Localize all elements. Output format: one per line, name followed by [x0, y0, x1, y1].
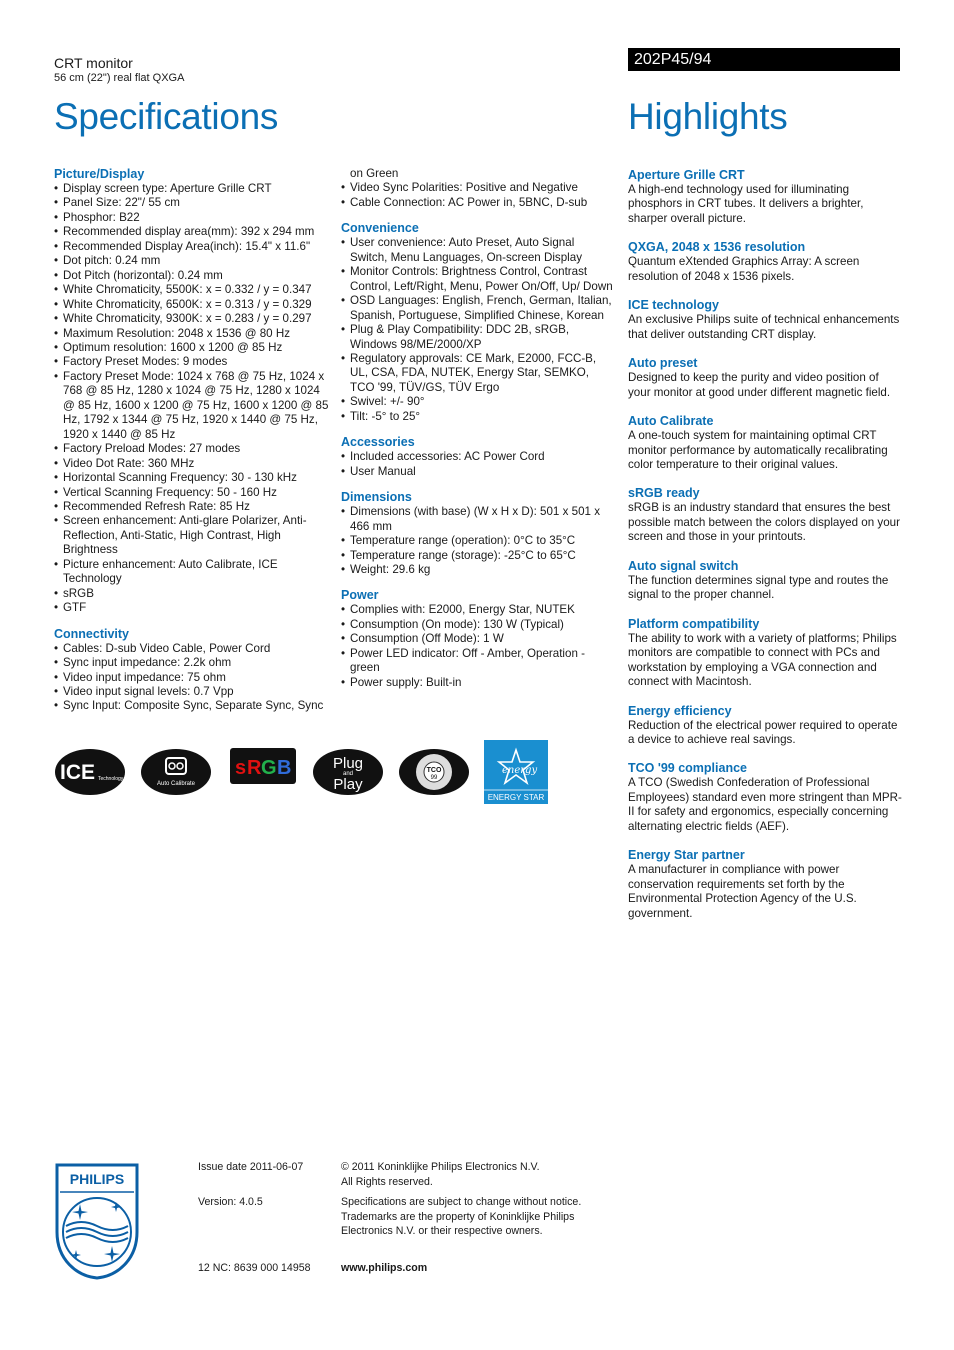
highlight-text: Designed to keep the purity and video position of your monitor at good under different magnetic field.	[628, 371, 891, 399]
spec-section-power	[341, 588, 613, 690]
highlight-auto-preset	[628, 356, 904, 400]
highlight-auto-signal-switch	[628, 559, 904, 603]
spec-item: • White Chromaticity, 5500K: x = 0.332 / y = 0.347	[54, 283, 329, 297]
spec-item: • User Manual	[341, 465, 613, 479]
auto-calibrate-logo	[140, 748, 212, 796]
tco-year-text: 99	[430, 775, 438, 781]
spec-item: • Video input signal levels: 0.7 Vpp	[54, 685, 329, 699]
philips-brand-text: PHILIPS	[69, 1171, 125, 1187]
spec-item: • Display screen type: Aperture Grille CRT	[54, 182, 329, 196]
srgb-letter-r: R	[247, 757, 262, 779]
highlight-text: A one-touch system for maintaining optimal CRT monitor performance by automatically recalibrating color temperature to their original values.	[628, 429, 888, 471]
section-heading: Picture/Display	[54, 167, 145, 181]
spec-item: • Power LED indicator: Off - Amber, Operation - green	[341, 647, 613, 676]
twelve-nc-code: 12 NC: 8639 000 14958	[198, 1262, 311, 1274]
feature-logos-row	[54, 740, 554, 810]
highlight-energy-efficiency	[628, 704, 904, 748]
spec-item: • User convenience: Auto Preset, Auto Signal Switch, Menu Languages, On-screen Display	[341, 236, 613, 265]
highlight-tco-99	[628, 761, 904, 834]
spec-section-convenience	[341, 221, 613, 424]
highlights-column	[628, 168, 904, 935]
spec-item: • Cable Connection: AC Power in, 5BNC, D-sub	[341, 196, 613, 210]
specifications-title: Specifications	[54, 96, 279, 137]
copyright-line-2: All Rights reserved.	[341, 1175, 433, 1188]
highlight-title: ICE technology	[628, 298, 719, 313]
spec-item: • Monitor Controls: Brightness Control, Contrast Control, Left/Right, Menu, Power On/Off, Up/ Down	[341, 265, 613, 294]
srgb-letter-g: G	[261, 757, 277, 779]
spec-item: • Video Sync Polarities: Positive and Negative	[341, 181, 613, 195]
spec-section-connectivity-continued	[341, 167, 613, 210]
highlight-title: Energy efficiency	[628, 703, 732, 718]
spec-item: • Screen enhancement: Anti-glare Polarizer, Anti-Reflection, Anti-Static, High Contrast, High Brightness	[54, 514, 329, 557]
spec-item: • Included accessories: AC Power Cord	[341, 450, 613, 464]
spec-item: • Dot Pitch (horizontal): 0.24 mm	[54, 269, 329, 283]
highlight-title: Aperture Grille CRT	[628, 168, 745, 182]
highlight-title: Auto Calibrate	[628, 414, 714, 429]
and-text: and	[342, 771, 354, 777]
spec-item: • Video Dot Rate: 360 MHz	[54, 457, 329, 471]
highlight-srgb	[628, 486, 904, 544]
highlight-text: sRGB is an industry standard that ensures the best possible match between the colors displayed on your screen and those in your printouts.	[628, 501, 900, 544]
tco-99-logo	[398, 748, 470, 796]
spec-item: • Cables: D-sub Video Cable, Power Cord	[54, 642, 329, 656]
highlight-title: QXGA, 2048 x 1536 resolution	[628, 240, 806, 255]
spec-section-dimensions	[341, 490, 613, 577]
spec-item: • Complies with: E2000, Energy Star, NUTEK	[341, 603, 613, 617]
highlight-title: TCO '99 compliance	[628, 761, 747, 776]
tco-text: TCO	[426, 767, 442, 774]
highlight-qxga	[628, 240, 904, 284]
highlight-energy-star	[628, 848, 904, 921]
highlight-title: sRGB ready	[628, 486, 700, 501]
auto-calibrate-logo-text: Auto Calibrate	[156, 781, 196, 787]
spec-item: • GTF	[54, 601, 329, 615]
philips-website-link[interactable]: www.philips.com	[341, 1262, 428, 1274]
highlight-text: The ability to work with a variety of platforms; Philips monitors are compatible to connect with PCs and workstation by employing a VGA connection and connect with Macintosh.	[628, 631, 897, 689]
spec-item: • Temperature range (storage): -25°C to 65°C	[341, 549, 613, 563]
ice-logo-text: ICE	[60, 761, 96, 784]
spec-item: • Plug & Play Compatibility: DDC 2B, sRGB, Windows 98/ME/2000/XP	[341, 323, 613, 352]
highlight-text: A TCO (Swedish Confederation of Professional Employees) standard even more stringent than MPR-II for safety and ergonomics, especially concerning alternating electric fields (AEF).	[628, 776, 902, 833]
spec-list	[341, 236, 613, 424]
spec-item: • Regulatory approvals: CE Mark, E2000, FCC-B, UL, CSA, FDA, NUTEK, Energy Star, SEMKO, TCO '99, TÜV/GS, TÜV Ergo	[341, 352, 613, 395]
ice-technology-logo	[54, 748, 126, 796]
highlight-title: Auto preset	[628, 356, 698, 371]
highlight-text: A manufacturer in compliance with power conservation requirements set forth by the Environmental Protection Agency of the U.S. government.	[628, 863, 857, 920]
copyright-line-1: © 2011 Koninklijke Philips Electronics N.V.	[341, 1161, 540, 1173]
highlights-title: Highlights	[628, 96, 788, 137]
section-heading: Convenience	[341, 221, 419, 236]
spec-item: • OSD Languages: English, French, German, Italian, Spanish, Portuguese, Simplified Chinese, Korean	[341, 294, 613, 323]
spec-item: • Swivel: +/- 90°	[341, 395, 613, 409]
spec-item: • Optimum resolution: 1600 x 1200 @ 85 Hz	[54, 341, 329, 355]
srgb-letter-s: s	[235, 757, 247, 779]
philips-shield-logo	[54, 1162, 140, 1280]
specs-column-1	[54, 167, 329, 725]
energy-star-logo	[484, 740, 548, 804]
spec-item: • Vertical Scanning Frequency: 50 - 160 Hz	[54, 486, 329, 500]
product-subtitle: 56 cm (22") real flat QXGA	[54, 72, 185, 84]
version: Version: 4.0.5	[198, 1196, 263, 1208]
spec-section-accessories	[341, 435, 613, 479]
spec-item: • Phosphor: B22	[54, 211, 329, 225]
spec-item: • sRGB	[54, 587, 329, 601]
spec-item: • Horizontal Scanning Frequency: 30 - 130 kHz	[54, 471, 329, 485]
energy-word: energy	[502, 765, 538, 776]
spec-item: • White Chromaticity, 6500K: x = 0.313 / y = 0.329	[54, 298, 329, 312]
spec-item: • Power supply: Built-in	[341, 676, 613, 690]
spec-item: • Factory Preset Mode: 1024 x 768 @ 75 Hz, 1024 x 768 @ 85 Hz, 1280 x 1024 @ 75 Hz, 1280 x 1024 @ 85 Hz, 1600 x 1200 @ 75 Hz, 1600 x 1200 @ 85 Hz, 1792 x 1344 @ 75 Hz, 1920 x 1440 @ 75 Hz, 1920 x 1440 @ 85 Hz	[54, 370, 329, 442]
highlight-ice	[628, 298, 904, 342]
highlight-text: Quantum eXtended Graphics Array: A screen resolution of 2048 x 1536 pixels.	[628, 255, 860, 283]
section-heading: Connectivity	[54, 626, 130, 641]
spec-item: • Factory Preload Modes: 27 modes	[54, 442, 329, 456]
highlight-aperture-grille	[628, 168, 904, 226]
spec-item: • Recommended Display Area(inch): 15.4" x 11.6"	[54, 240, 329, 254]
spec-list	[341, 450, 613, 479]
highlight-text: An exclusive Philips suite of technical enhancements that deliver outstanding CRT display.	[628, 313, 900, 341]
highlight-title: Platform compatibility	[628, 616, 760, 631]
spec-item: • Factory Preset Modes: 9 modes	[54, 355, 329, 369]
play-text: Play	[333, 776, 363, 793]
section-heading: Power	[341, 588, 379, 603]
spec-item: • Sync input impedance: 2.2k ohm	[54, 656, 329, 670]
spec-list	[341, 167, 613, 210]
spec-item: • Temperature range (operation): 0°C to 35°C	[341, 534, 613, 548]
spec-item: • Sync Input: Composite Sync, Separate Sync, Sync	[54, 699, 329, 713]
highlight-text: Reduction of the electrical power required to operate a device to achieve real savings.	[628, 718, 898, 746]
spec-item: • Dot pitch: 0.24 mm	[54, 254, 329, 268]
spec-item: • Consumption (Off Mode): 1 W	[341, 632, 613, 646]
section-heading: Dimensions	[341, 490, 412, 505]
plug-text: Plug	[332, 755, 364, 772]
section-heading: Accessories	[341, 435, 415, 450]
spec-item: • Recommended display area(mm): 392 x 294 mm	[54, 225, 329, 239]
spec-item: • Picture enhancement: Auto Calibrate, ICE Technology	[54, 558, 329, 587]
spec-item: • Weight: 29.6 kg	[341, 563, 613, 577]
spec-item: • Maximum Resolution: 2048 x 1536 @ 80 Hz	[54, 327, 329, 341]
spec-item: • Video input impedance: 75 ohm	[54, 671, 329, 685]
product-type: CRT monitor	[54, 55, 133, 71]
energy-star-text: ENERGY STAR	[487, 793, 545, 802]
specs-column-2	[341, 167, 613, 701]
spec-list	[341, 603, 613, 690]
highlight-title: Energy Star partner	[628, 848, 745, 863]
highlight-text: A high-end technology used for illuminating phosphors in CRT tubes. It delivers a brighter, sharper overall picture.	[628, 183, 864, 225]
model-number-bar: 202P45/94	[628, 48, 900, 71]
highlight-platform-compatibility	[628, 617, 904, 690]
issue-date: Issue date 2011-06-07	[198, 1161, 304, 1173]
plug-and-play-logo	[312, 748, 384, 796]
spec-list	[341, 505, 613, 577]
spec-item: • Panel Size: 22"/ 55 cm	[54, 196, 329, 210]
highlight-text: The function determines signal type and routes the signal to the proper channel.	[628, 573, 889, 602]
spec-item: • White Chromaticity, 9300K: x = 0.283 / y = 0.297	[54, 312, 329, 326]
spec-list	[54, 642, 329, 714]
spec-item: • Recommended Refresh Rate: 85 Hz	[54, 500, 329, 514]
highlight-title: Auto signal switch	[628, 558, 739, 573]
legal-notice: Specifications are subject to change without notice. Trademarks are the property of Koninklijke Philips Electronics N.V. or their respective owners.	[341, 1196, 582, 1237]
spec-section-picture-display	[54, 167, 329, 616]
spec-item: • Dimensions (with base) (W x H x D): 501 x 501 x 466 mm	[341, 505, 613, 534]
spec-item: • Consumption (On mode): 130 W (Typical)	[341, 618, 613, 632]
spec-item-continuation: on Green	[350, 167, 399, 180]
copyright-block	[341, 1160, 601, 1189]
srgb-letter-b: B	[277, 757, 292, 779]
ice-logo-subtext: Technology	[98, 776, 124, 782]
srgb-logo	[230, 748, 296, 784]
highlight-auto-calibrate	[628, 414, 904, 472]
spec-list	[54, 182, 329, 616]
spec-section-connectivity	[54, 627, 329, 714]
spec-item: • Tilt: -5° to 25°	[341, 410, 613, 424]
